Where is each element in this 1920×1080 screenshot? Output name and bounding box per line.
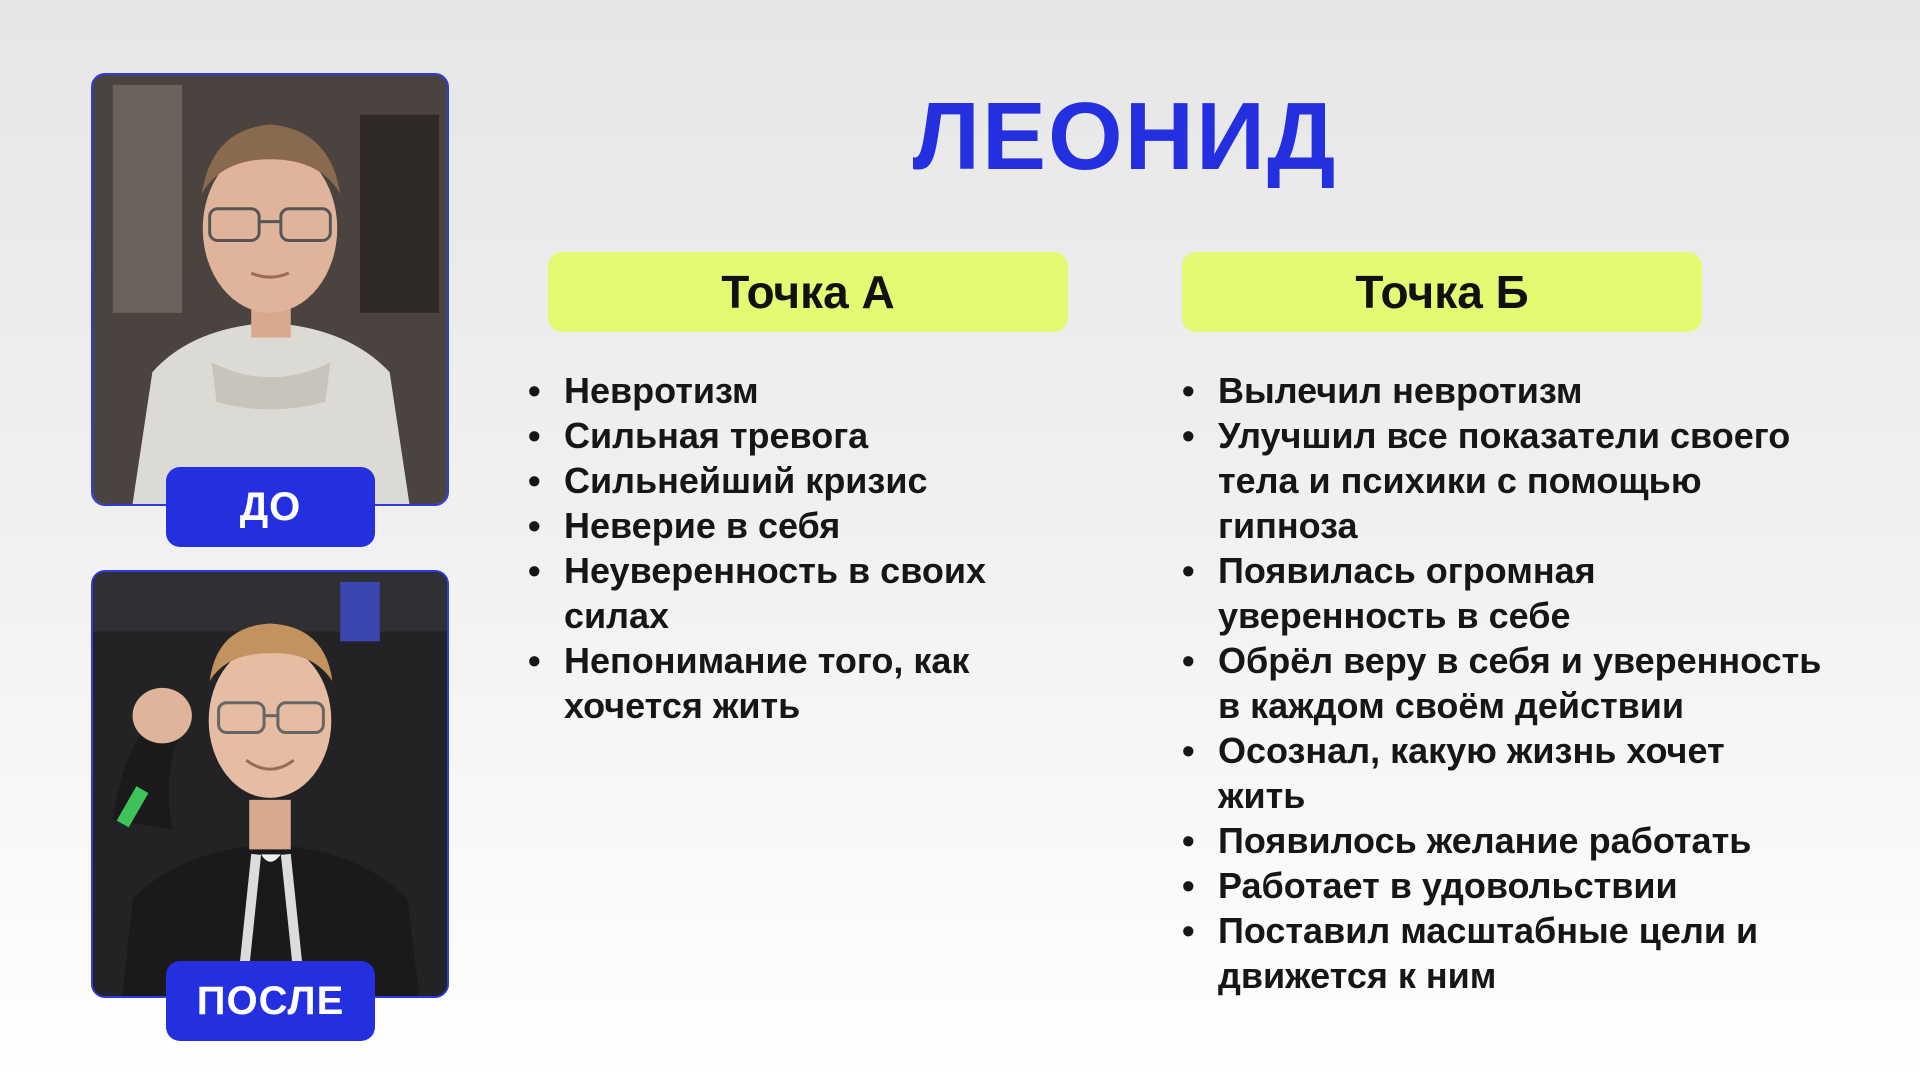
point-b-header: Точка Б [1182, 252, 1702, 332]
point-b-item: • Поставил масштабные цели и движется к ним [1182, 908, 1822, 998]
point-b-item: • Работает в удовольствии [1182, 863, 1822, 908]
point-a-item: • Неверие в себя [528, 503, 1028, 548]
page-title: ЛЕОНИД [912, 83, 1338, 190]
before-photo-illustration [93, 75, 447, 504]
point-b-item: • Обрёл веру в себя и уверенность в каждом своём действии [1182, 638, 1822, 728]
point-b-item: • Улучшил все показатели своего тела и психики с помощью гипноза [1182, 413, 1822, 548]
point-b-list [1182, 368, 1822, 998]
after-photo [91, 570, 449, 998]
before-label: ДО [166, 467, 375, 547]
after-photo-illustration [93, 572, 447, 996]
point-a-item: • Сильная тревога [528, 413, 1028, 458]
point-a-item: • Непонимание того, как хочется жить [528, 638, 1028, 728]
point-b-item: • Появилось желание работать [1182, 818, 1822, 863]
point-b-item: • Появилась огромная уверенность в себе [1182, 548, 1822, 638]
point-a-item: • Невротизм [528, 368, 1028, 413]
after-label: ПОСЛЕ [166, 961, 375, 1041]
point-a-list [528, 368, 1028, 728]
point-a-header: Точка А [548, 252, 1068, 332]
before-photo [91, 73, 449, 506]
point-a-item: • Неуверенность в своих силах [528, 548, 1028, 638]
point-b-item: • Вылечил невротизм [1182, 368, 1822, 413]
point-b-item: • Осознал, какую жизнь хочет жить [1182, 728, 1822, 818]
point-a-item: • Сильнейший кризис [528, 458, 1028, 503]
